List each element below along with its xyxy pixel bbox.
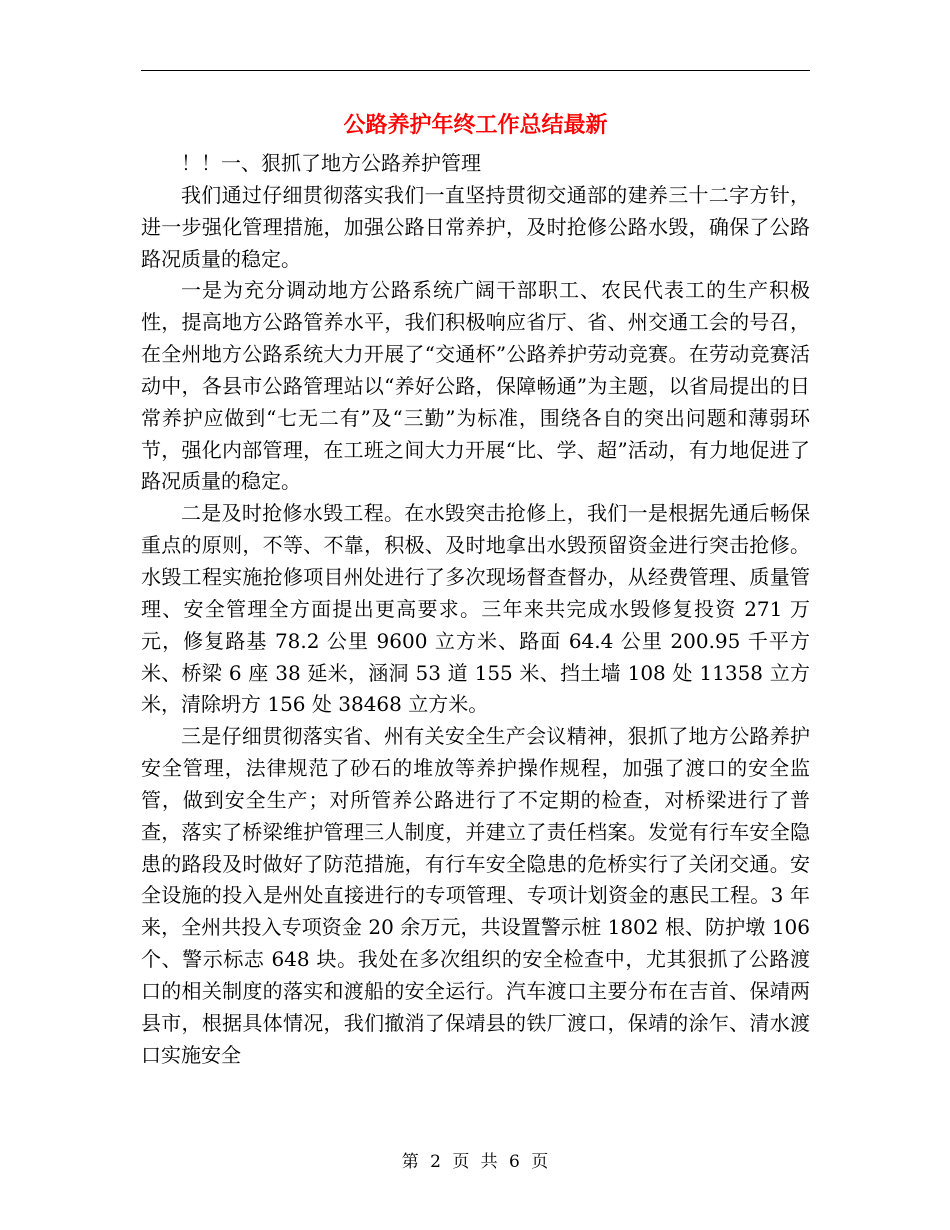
page-footer: 第 2 页 共 6 页 — [401, 1152, 549, 1172]
document-body — [141, 148, 810, 1071]
body-paragraph: 三是仔细贯彻落实省、州有关安全生产会议精神，狠抓了地方公路养护安全管理，法律规范了砂石的堆放等养护操作规程，加强了渡口的安全监管，做到安全生产；对所管养公路进行了不定期的检查，对桥梁进行了普查，落实了桥梁维护管理三人制度，并建立了责任档案。发觉有行车安全隐患的路段及时做好了防范措施，有行车安全隐患的危桥实行了关闭交通。安全设施的投入是州处直接进行的专项管理、专项计划资金的惠民工程。3 年来，全州共投入专项资金 20 余万元，共设置警示桩 1802 根、防护墩 106 个、警示标志 648 块。我处在多次组织的安全检查中，尤其狠抓了公路渡口的相关制度的落实和渡船的安全运行。汽车渡口主要分布在吉首、保靖两县市，根据具体情况，我们撤消了保靖县的铁厂渡口，保靖的涂乍、清水渡口实施安全 — [141, 724, 810, 1067]
document-title: 公路养护年终工作总结最新 — [343, 112, 608, 138]
body-paragraph: 二是及时抢修水毁工程。在水毁突击抢修上，我们一是根据先通后畅保重点的原则，不等、不靠，积极、及时地拿出水毁预留资金进行突击抢修。水毁工程实施抢修项目州处进行了多次现场督查督办，从经费管理、质量管理、安全管理全方面提出更高要求。三年来共完成水毁修复投资 271 万元，修复路基 78.2 公里 9600 立方米、路面 64.4 公里 200.95 千平方米、桥梁 6 座 38 延米，涵洞 53 道 155 米、挡土墙 108 处 11358 立方米，清除坍方 156 处 38468 立方米。 — [141, 501, 810, 717]
header-rule — [141, 70, 810, 71]
body-paragraph: 一是为充分调动地方公路系统广阔干部职工、农民代表工的生产积极性，提高地方公路管养水平，我们积极响应省厅、省、州交通工会的号召，在全州地方公路系统大力开展了“交通杯”公路养护劳动竞赛。在劳动竞赛活动中，各县市公路管理站以“养好公路，保障畅通”为主题，以省局提出的日常养护应做到“七无二有”及“三勤”为标准，围绕各自的突出问题和薄弱环节，强化内部管理，在工班之间大力开展“比、学、超”活动，有力地促进了路况质量的稳定。 — [141, 278, 810, 494]
body-paragraph: 我们通过仔细贯彻落实我们一直坚持贯彻交通部的建养三十二字方针，进一步强化管理措施，加强公路日常养护，及时抢修公路水毁，确保了公路路况质量的稳定。 — [141, 182, 810, 271]
body-paragraph: ！！一、狠抓了地方公路养护管理 — [181, 151, 481, 175]
